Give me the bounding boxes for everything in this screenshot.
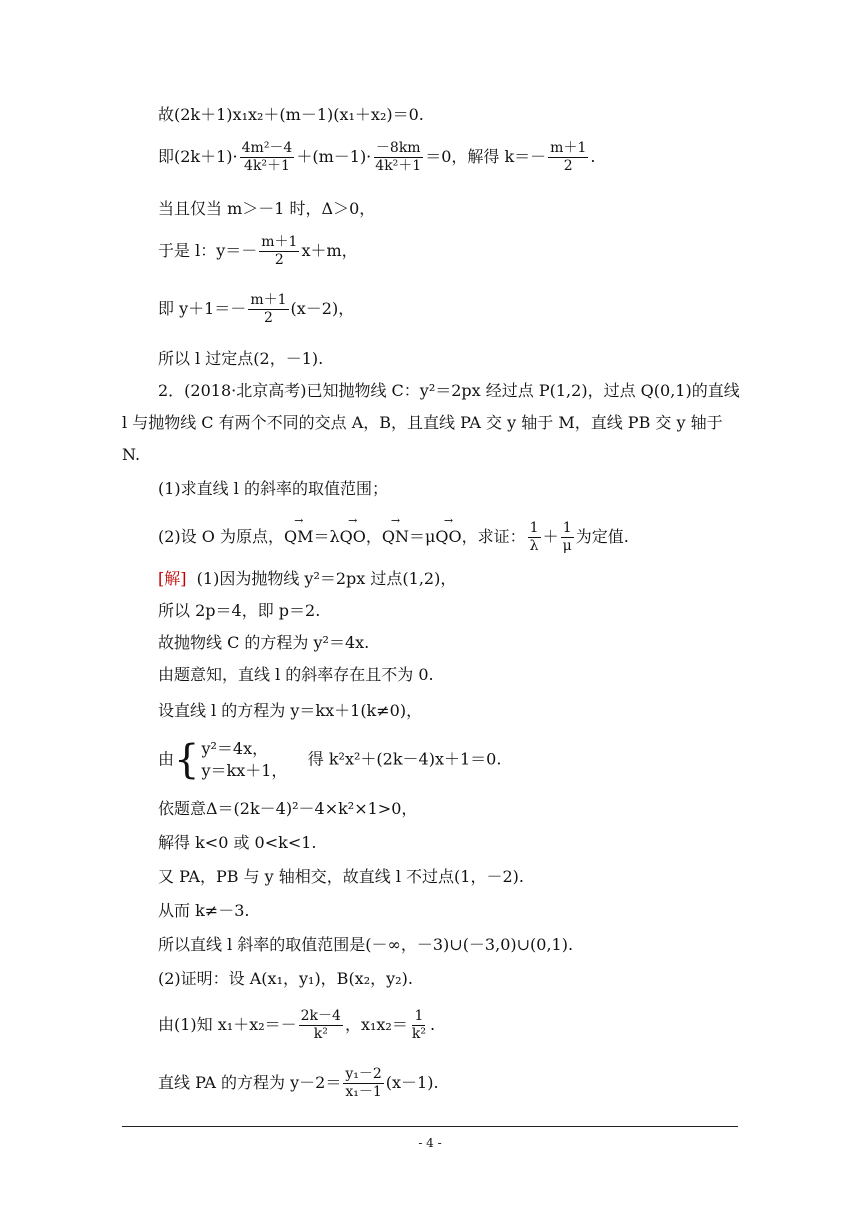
- fraction: [248, 292, 288, 327]
- denominator: μ: [562, 538, 572, 554]
- text: ＝λ: [313, 527, 340, 546]
- text: 直线 PA 的方程为 y－2＝: [158, 1073, 342, 1092]
- fraction: [561, 520, 574, 555]
- text-line: 故抛物线 C 的方程为 y²＝4x.: [158, 633, 370, 652]
- equation-line: [158, 1008, 435, 1043]
- numerator: y₁－2: [345, 1066, 382, 1082]
- numerator: 2k－4: [300, 1008, 341, 1024]
- equation: y²＝4x，: [201, 739, 269, 758]
- denominator: k²: [313, 1026, 328, 1042]
- numerator: 1: [414, 1008, 424, 1024]
- fraction: [528, 520, 541, 555]
- equation-system-line: [158, 738, 501, 782]
- text: .: [429, 1015, 436, 1034]
- text: ＝0，解得 k＝－: [425, 147, 547, 166]
- footer-divider: [122, 1126, 738, 1127]
- denominator: k²: [411, 1026, 426, 1042]
- text: ＝μ: [409, 527, 436, 546]
- denominator: λ: [529, 538, 539, 554]
- denominator: 4k²＋1: [244, 158, 290, 174]
- text-line: 所以 l 过定点(2，－1).: [158, 349, 324, 368]
- text: (1)因为抛物线 y²＝2px 过点(1,2)，: [196, 569, 457, 588]
- text: 为定值.: [575, 527, 629, 546]
- problem-text: l 与抛物线 C 有两个不同的交点 A，B，且直线 PA 交 y 轴于 M，直线 PB 交 y 轴于: [122, 413, 723, 432]
- text-line: 从而 k≠－3.: [158, 901, 250, 920]
- text-line: 依题意Δ＝(2k－4)²－4×k²×1>0，: [158, 799, 418, 818]
- problem-text: 2．(2018·北京高考)已知抛物线 C：y²＝2px 经过点 P(1,2)，过点 Q(0,1)的直线: [158, 381, 740, 400]
- text: x＋m，: [301, 241, 358, 260]
- equation-line: [158, 234, 358, 269]
- text: 于是 l：y＝－: [158, 241, 258, 260]
- text: 即 y＋1＝－: [158, 299, 247, 318]
- brace: {: [174, 737, 200, 783]
- fraction: [410, 1008, 428, 1043]
- denominator: 2: [263, 310, 273, 326]
- question-2: [158, 520, 629, 555]
- text: (x－1).: [385, 1073, 439, 1092]
- numerator: m＋1: [250, 292, 287, 308]
- text-line: 故(2k＋1)x₁x₂＋(m－1)(x₁＋x₂)＝0.: [158, 105, 424, 124]
- numerator: m＋1: [550, 140, 587, 156]
- denominator: x₁－1: [345, 1084, 382, 1100]
- text: 得 k²x²＋(2k－4)x＋1＝0.: [307, 749, 502, 769]
- fraction: [343, 1066, 383, 1101]
- numerator: －8km: [375, 140, 421, 156]
- page-number: - 4 -: [418, 1136, 442, 1150]
- equation-line: [158, 1066, 439, 1101]
- text-line: 由题意知，直线 l 的斜率存在且不为 0.: [158, 665, 434, 684]
- text-line: 解得 k<0 或 0<k<1.: [158, 833, 317, 852]
- fraction: [373, 140, 423, 175]
- vector-qn: → QN: [382, 526, 409, 548]
- text: 由: [158, 749, 175, 769]
- text: ，x₁x₂＝: [344, 1015, 408, 1034]
- denominator: 4k²＋1: [375, 158, 422, 174]
- question-1: (1)求直线 l 的斜率的取值范围；: [158, 479, 388, 498]
- text-line: (2)证明：设 A(x₁，y₁)，B(x₂，y₂).: [158, 969, 413, 988]
- text-line: 当且仅当 m＞－1 时，Δ＞0，: [158, 199, 376, 218]
- equation: y＝kx＋1，: [201, 761, 288, 780]
- text: ＋(m－1)·: [296, 147, 372, 166]
- text: 由(1)知 x₁＋x₂＝－: [158, 1015, 297, 1034]
- fraction: [259, 234, 299, 269]
- numerator: 4m²－4: [241, 140, 293, 156]
- text-line: 所以直线 l 斜率的取值范围是(－∞，－3)∪(－3,0)∪(0,1).: [158, 935, 574, 954]
- equation-line: [158, 292, 354, 327]
- denominator: 2: [563, 158, 573, 174]
- problem-text: N.: [122, 445, 141, 464]
- text-line: 设直线 l 的方程为 y＝kx＋1(k≠0)，: [158, 701, 423, 720]
- text: ，: [365, 527, 382, 546]
- numerator: 1: [562, 520, 572, 536]
- numerator: m＋1: [261, 234, 298, 250]
- numerator: 1: [529, 520, 539, 536]
- fraction: [240, 140, 295, 175]
- solution-line: [158, 568, 456, 590]
- text: ，求证：: [461, 527, 526, 546]
- equation-line: [158, 140, 595, 175]
- text: (x－2)，: [290, 299, 355, 318]
- equation-system: [201, 738, 287, 782]
- vector-qo: → QO: [435, 526, 461, 548]
- text: 即(2k＋1)·: [158, 147, 238, 166]
- denominator: 2: [274, 252, 284, 268]
- text: ＋: [542, 527, 559, 546]
- vector-qo: → QO: [340, 526, 366, 548]
- fraction: [548, 140, 588, 175]
- solution-label: [解]: [158, 569, 187, 588]
- text-line: 所以 2p＝4，即 p＝2.: [158, 601, 321, 620]
- text: .: [590, 147, 596, 166]
- text-line: 又 PA，PB 与 y 轴相交，故直线 l 不过点(1，－2).: [158, 867, 524, 886]
- vector-qm: → QM: [284, 526, 314, 548]
- text: (2)设 O 为原点，: [158, 527, 284, 546]
- fraction: [299, 1008, 343, 1043]
